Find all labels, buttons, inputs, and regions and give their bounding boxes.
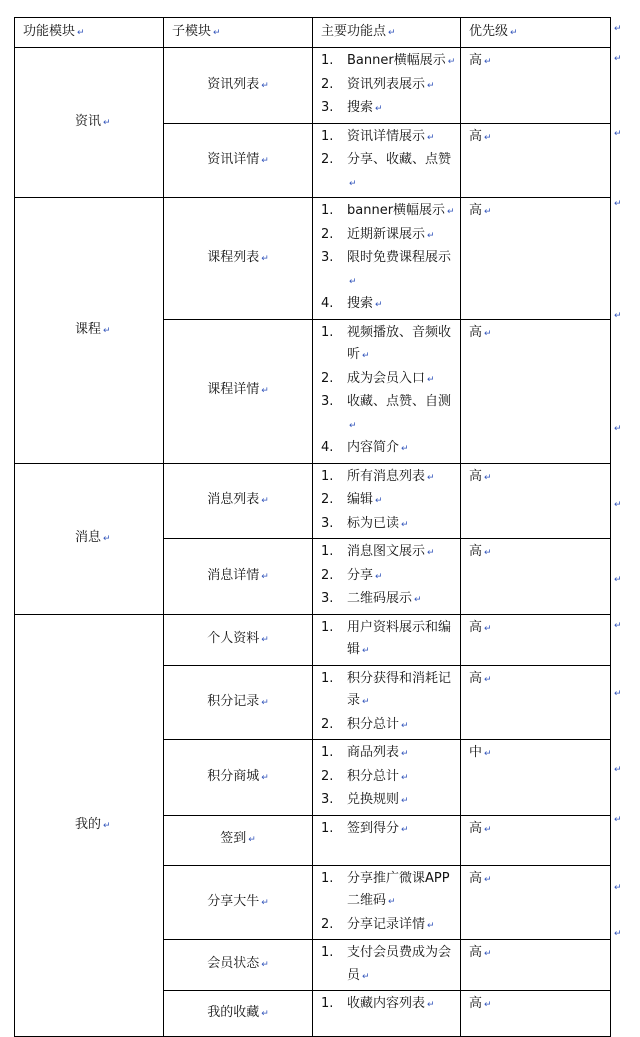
point-text: [347, 247, 458, 293]
point-label: 积分总计: [347, 768, 400, 784]
point-label: 兑换规则: [347, 792, 400, 807]
paragraph-mark: ↵: [484, 824, 492, 835]
point-number: 2.: [321, 916, 334, 932]
priority-value: 高: [469, 544, 483, 559]
point-number: 1.: [321, 324, 334, 340]
list-item: [321, 247, 458, 293]
submodule-cell: [164, 865, 313, 940]
paragraph-mark: ↵: [484, 472, 492, 483]
feature-table: [14, 17, 611, 1037]
paragraph-mark: ↵: [388, 897, 396, 907]
paragraph-mark: ↵: [349, 420, 357, 431]
paragraph-mark: ↵: [261, 80, 269, 91]
point-text: [347, 914, 435, 938]
paragraph-mark: ↵: [484, 548, 492, 558]
point-text: [347, 224, 435, 248]
paragraph-mark: ↵: [261, 155, 269, 166]
row-end-mark: ↵: [614, 689, 622, 699]
submodule-name: 课程列表: [207, 249, 260, 265]
list-item: [321, 466, 458, 490]
point-label: 用户资料展示和编辑: [347, 619, 452, 657]
point-number: 3.: [321, 591, 334, 606]
submodule-cell: [164, 614, 313, 665]
point-label: 收藏、点赞、自测: [347, 394, 452, 409]
point-label: 分享记录详情: [347, 916, 426, 932]
list-item: [321, 742, 458, 766]
paragraph-mark: ↵: [103, 117, 111, 128]
row-end-mark: ↵: [614, 928, 622, 939]
priority-value: 高: [469, 324, 483, 340]
row-end-mark: ↵: [614, 575, 622, 585]
point-label: 资讯详情展示: [347, 128, 426, 144]
paragraph-mark: ↵: [375, 300, 383, 310]
row-end-mark: ↵: [614, 311, 622, 321]
paragraph-mark: ↵: [401, 772, 409, 783]
priority-value: 高: [469, 53, 483, 68]
list-item: [321, 74, 458, 98]
point-label: 搜索: [347, 296, 374, 311]
row-end-mark: ↵: [614, 199, 622, 209]
priority-value: 高: [469, 468, 483, 484]
list-item: [321, 588, 458, 612]
point-label: banner横幅展示: [347, 203, 446, 218]
submodule-name: 积分商城: [207, 768, 260, 784]
points-cell: [313, 463, 461, 539]
point-number: 2.: [321, 716, 334, 732]
point-number: 2.: [321, 768, 334, 784]
point-label: 资讯列表展示: [347, 76, 426, 92]
submodule-cell: [164, 463, 313, 539]
header-module: 功能模块 ↵: [15, 18, 164, 48]
priority-value: 高: [469, 203, 483, 218]
point-text: [347, 789, 409, 813]
point-label: 商品列表: [347, 745, 400, 760]
paragraph-mark: ↵: [375, 571, 383, 582]
point-label: 消息图文展示: [347, 544, 426, 559]
submodule-cell: [164, 48, 313, 124]
point-number: 2.: [321, 226, 334, 242]
submodule-name: 课程详情: [207, 382, 260, 398]
module-name: 资讯: [75, 113, 102, 129]
point-text: [347, 437, 409, 461]
point-number: 2.: [321, 76, 334, 92]
point-label: 近期新课展示: [347, 226, 426, 242]
point-number: 1.: [321, 128, 334, 144]
point-label: 分享: [347, 567, 374, 583]
submodule-name: 消息详情: [207, 567, 260, 583]
point-text: [347, 489, 383, 513]
paragraph-mark: ↵: [447, 207, 455, 217]
paragraph-mark: ↵: [484, 1000, 492, 1010]
point-text: [347, 742, 409, 766]
point-text: [347, 293, 383, 317]
submodule-name: 资讯详情: [207, 151, 260, 167]
list-item: [321, 126, 458, 150]
point-label: 内容简介: [347, 440, 400, 455]
list-item: [321, 565, 458, 589]
submodule-cell: [164, 539, 313, 615]
submodule-cell: [164, 740, 313, 816]
points-cell: [313, 198, 461, 320]
priority-value: 高: [469, 820, 483, 836]
module-name: 我的: [75, 816, 102, 832]
list-item: [321, 993, 458, 1017]
point-number: 1.: [321, 544, 334, 559]
points-cell: [313, 319, 461, 463]
point-label: 限时免费课程展示: [347, 250, 452, 265]
paragraph-mark: ↵: [447, 57, 456, 67]
priority-value: 高: [469, 619, 483, 635]
paragraph-mark: ↵: [427, 374, 435, 385]
paragraph-mark: ↵: [261, 772, 269, 783]
list-item: [321, 149, 458, 195]
list-item: [321, 368, 458, 392]
point-text: [347, 868, 458, 914]
point-text: [347, 565, 383, 589]
list-item: [321, 914, 458, 938]
paragraph-mark: ↵: [103, 325, 111, 336]
point-text: [347, 368, 435, 392]
point-text: [347, 513, 409, 537]
list-item: [321, 322, 458, 368]
point-number: 3.: [321, 792, 334, 807]
priority-cell: [461, 614, 611, 665]
submodule-cell: [164, 319, 313, 463]
submodule-name: 积分记录: [207, 693, 260, 709]
paragraph-mark: ↵: [484, 132, 492, 143]
point-label: 标为已读: [347, 515, 400, 531]
header-points: 主要功能点 ↵: [313, 18, 461, 48]
priority-cell: [461, 198, 611, 320]
priority-cell: [461, 865, 611, 940]
row-end-mark: ↵: [614, 814, 622, 825]
point-label: 分享、收藏、点赞: [347, 152, 452, 167]
paragraph-mark: ↵: [484, 623, 492, 634]
list-item: [321, 617, 458, 663]
paragraph-mark: ↵: [427, 132, 435, 143]
point-number: 1.: [321, 468, 334, 484]
points-cell: [313, 740, 461, 816]
submodule-name: 我的收藏: [207, 1004, 260, 1020]
priority-value: 高: [469, 128, 483, 144]
point-text: [347, 766, 409, 790]
point-number: 4.: [321, 296, 334, 311]
points-cell: [313, 48, 461, 124]
list-item: [321, 513, 458, 537]
point-text: [347, 149, 458, 195]
priority-cell: [461, 319, 611, 463]
table-row: [15, 463, 611, 539]
paragraph-mark: ↵: [261, 386, 269, 397]
paragraph-mark: ↵: [401, 796, 409, 806]
point-text: [347, 466, 435, 490]
priority-cell: [461, 665, 611, 740]
paragraph-mark: ↵: [427, 1000, 435, 1010]
point-number: 3.: [321, 394, 334, 409]
row-end-mark: ↵: [614, 424, 622, 434]
list-item: [321, 789, 458, 813]
paragraph-mark: ↵: [401, 444, 409, 454]
paragraph-mark: ↵: [261, 960, 269, 971]
priority-value: 中: [469, 745, 483, 760]
point-number: 1.: [321, 203, 334, 218]
point-label: 编辑: [347, 492, 374, 507]
priority-cell: [461, 740, 611, 816]
submodule-name: 会员状态: [207, 956, 260, 972]
table-row: [15, 198, 611, 320]
paragraph-mark: ↵: [375, 496, 383, 506]
submodule-cell: [164, 991, 313, 1037]
module-cell: [15, 48, 164, 198]
list-item: [321, 97, 458, 121]
paragraph-mark: ↵: [414, 595, 422, 605]
priority-cell: [461, 123, 611, 198]
module-cell: [15, 614, 164, 1037]
priority-cell: [461, 463, 611, 539]
list-item: [321, 541, 458, 565]
list-item: [321, 714, 458, 738]
point-text: [347, 993, 435, 1017]
list-item: [321, 293, 458, 317]
point-number: 1.: [321, 996, 334, 1011]
paragraph-mark: ↵: [261, 571, 269, 582]
paragraph-mark: ↵: [362, 351, 370, 361]
submodule-name: 分享大牛: [207, 893, 260, 909]
list-item: [321, 766, 458, 790]
point-number: 1.: [321, 670, 334, 686]
points-cell: [313, 614, 461, 665]
paragraph-mark: ↵: [401, 824, 409, 835]
paragraph-mark: ↵: [362, 971, 370, 982]
paragraph-mark: ↵: [401, 720, 409, 731]
point-label: 分享推广微课APP二维码: [347, 870, 450, 908]
point-text: [347, 588, 422, 612]
module-cell: [15, 463, 164, 614]
points-cell: [313, 815, 461, 865]
submodule-cell: [164, 665, 313, 740]
point-text: [347, 668, 458, 714]
paragraph-mark: ↵: [261, 496, 269, 506]
paragraph-mark: ↵: [103, 533, 111, 544]
table-row: [15, 614, 611, 665]
paragraph-mark: ↵: [261, 1008, 269, 1019]
priority-value: 高: [469, 870, 483, 886]
point-number: 1.: [321, 53, 334, 68]
point-text: [347, 97, 383, 121]
priority-cell: [461, 48, 611, 124]
paragraph-mark: ↵: [484, 674, 492, 685]
row-end-mark: ↵: [614, 882, 622, 893]
list-item: [321, 391, 458, 437]
point-number: 2.: [321, 152, 334, 167]
priority-cell: [461, 940, 611, 991]
paragraph-mark: ↵: [261, 897, 269, 908]
point-number: 4.: [321, 440, 334, 455]
submodule-name: 签到: [220, 831, 247, 847]
module-name: 课程: [75, 321, 102, 337]
paragraph-mark: ↵: [484, 57, 492, 67]
point-number: 1.: [321, 820, 334, 836]
paragraph-mark: ↵: [362, 646, 370, 656]
row-end-mark: ↵: [614, 621, 622, 631]
table-row: [15, 48, 611, 124]
point-label: 搜索: [347, 100, 374, 115]
submodule-name: 消息列表: [207, 492, 260, 507]
paragraph-mark: ↵: [484, 749, 492, 759]
row-end-mark: ↵: [614, 499, 622, 510]
point-number: 1.: [321, 870, 334, 886]
point-text: [347, 391, 458, 437]
point-label: 支付会员费成为会员: [347, 945, 452, 983]
paragraph-mark: ↵: [362, 697, 370, 707]
paragraph-mark: ↵: [248, 835, 256, 846]
point-number: 2.: [321, 567, 334, 583]
point-number: 1.: [321, 745, 334, 760]
list-item: [321, 668, 458, 714]
list-item: [321, 437, 458, 461]
submodule-cell: [164, 198, 313, 320]
point-label: 所有消息列表: [347, 468, 426, 484]
points-cell: [313, 991, 461, 1037]
priority-cell: [461, 991, 611, 1037]
module-cell: [15, 198, 164, 464]
row-end-mark: ↵: [614, 53, 622, 64]
row-end-mark: ↵: [614, 129, 622, 139]
priority-value: 高: [469, 945, 483, 960]
point-number: 3.: [321, 250, 334, 265]
module-name: 消息: [75, 529, 102, 545]
points-cell: [313, 940, 461, 991]
paragraph-mark: ↵: [261, 634, 269, 645]
point-text: [347, 942, 458, 988]
points-cell: [313, 539, 461, 615]
paragraph-mark: ↵: [427, 230, 435, 241]
list-item: [321, 868, 458, 914]
point-text: [347, 74, 435, 98]
point-text: [347, 818, 409, 842]
list-item: [321, 50, 458, 74]
point-text: [347, 126, 435, 150]
paragraph-mark: ↵: [349, 178, 357, 189]
row-end-mark: ↵: [614, 764, 622, 775]
table-header-row: [15, 18, 611, 48]
priority-cell: [461, 539, 611, 615]
point-number: 3.: [321, 100, 334, 115]
points-cell: [313, 665, 461, 740]
list-item: [321, 224, 458, 248]
paragraph-mark: ↵: [427, 548, 435, 558]
paragraph-mark: ↵: [484, 207, 492, 217]
priority-cell: [461, 815, 611, 865]
paragraph-mark: ↵: [103, 820, 111, 831]
point-text: [347, 714, 409, 738]
point-label: 二维码展示: [347, 591, 413, 606]
point-label: 签到得分: [347, 820, 400, 836]
point-text: [347, 322, 458, 368]
paragraph-mark: ↵: [484, 328, 492, 339]
paragraph-mark: ↵: [261, 253, 269, 264]
point-label: Banner横幅展示: [347, 53, 446, 68]
paragraph-mark: ↵: [261, 697, 269, 708]
point-number: 1.: [321, 619, 334, 635]
header-priority: 优先级 ↵: [461, 18, 611, 48]
submodule-cell: [164, 123, 313, 198]
row-end-mark: ↵: [614, 23, 622, 34]
paragraph-mark: ↵: [484, 874, 492, 885]
submodule-name: 资讯列表: [207, 76, 260, 92]
paragraph-mark: ↵: [375, 104, 383, 114]
list-item: [321, 489, 458, 513]
point-number: 2.: [321, 492, 334, 507]
point-text: [347, 541, 435, 565]
paragraph-mark: ↵: [349, 276, 357, 287]
point-label: 成为会员入口: [347, 370, 426, 386]
list-item: [321, 200, 458, 224]
paragraph-mark: ↵: [427, 472, 435, 483]
point-text: [347, 200, 455, 224]
priority-value: 高: [469, 670, 483, 686]
paragraph-mark: ↵: [427, 80, 435, 91]
point-text: [347, 617, 458, 663]
header-submodule: 子模块 ↵: [164, 18, 313, 48]
priority-value: 高: [469, 996, 483, 1011]
point-text: [347, 50, 455, 74]
points-cell: [313, 123, 461, 198]
point-number: 1.: [321, 945, 334, 960]
list-item: [321, 818, 458, 842]
point-label: 积分获得和消耗记录: [347, 670, 452, 708]
submodule-cell: [164, 940, 313, 991]
paragraph-mark: ↵: [427, 920, 435, 931]
point-label: 视频播放、音频收听: [347, 324, 452, 362]
points-cell: [313, 865, 461, 940]
submodule-cell: [164, 815, 313, 865]
list-item: [321, 942, 458, 988]
point-label: 积分总计: [347, 716, 400, 732]
submodule-name: 个人资料: [207, 630, 260, 646]
point-number: 2.: [321, 370, 334, 386]
point-label: 收藏内容列表: [347, 996, 426, 1011]
paragraph-mark: ↵: [484, 949, 492, 959]
paragraph-mark: ↵: [401, 749, 409, 759]
paragraph-mark: ↵: [401, 519, 409, 530]
point-number: 3.: [321, 515, 334, 531]
